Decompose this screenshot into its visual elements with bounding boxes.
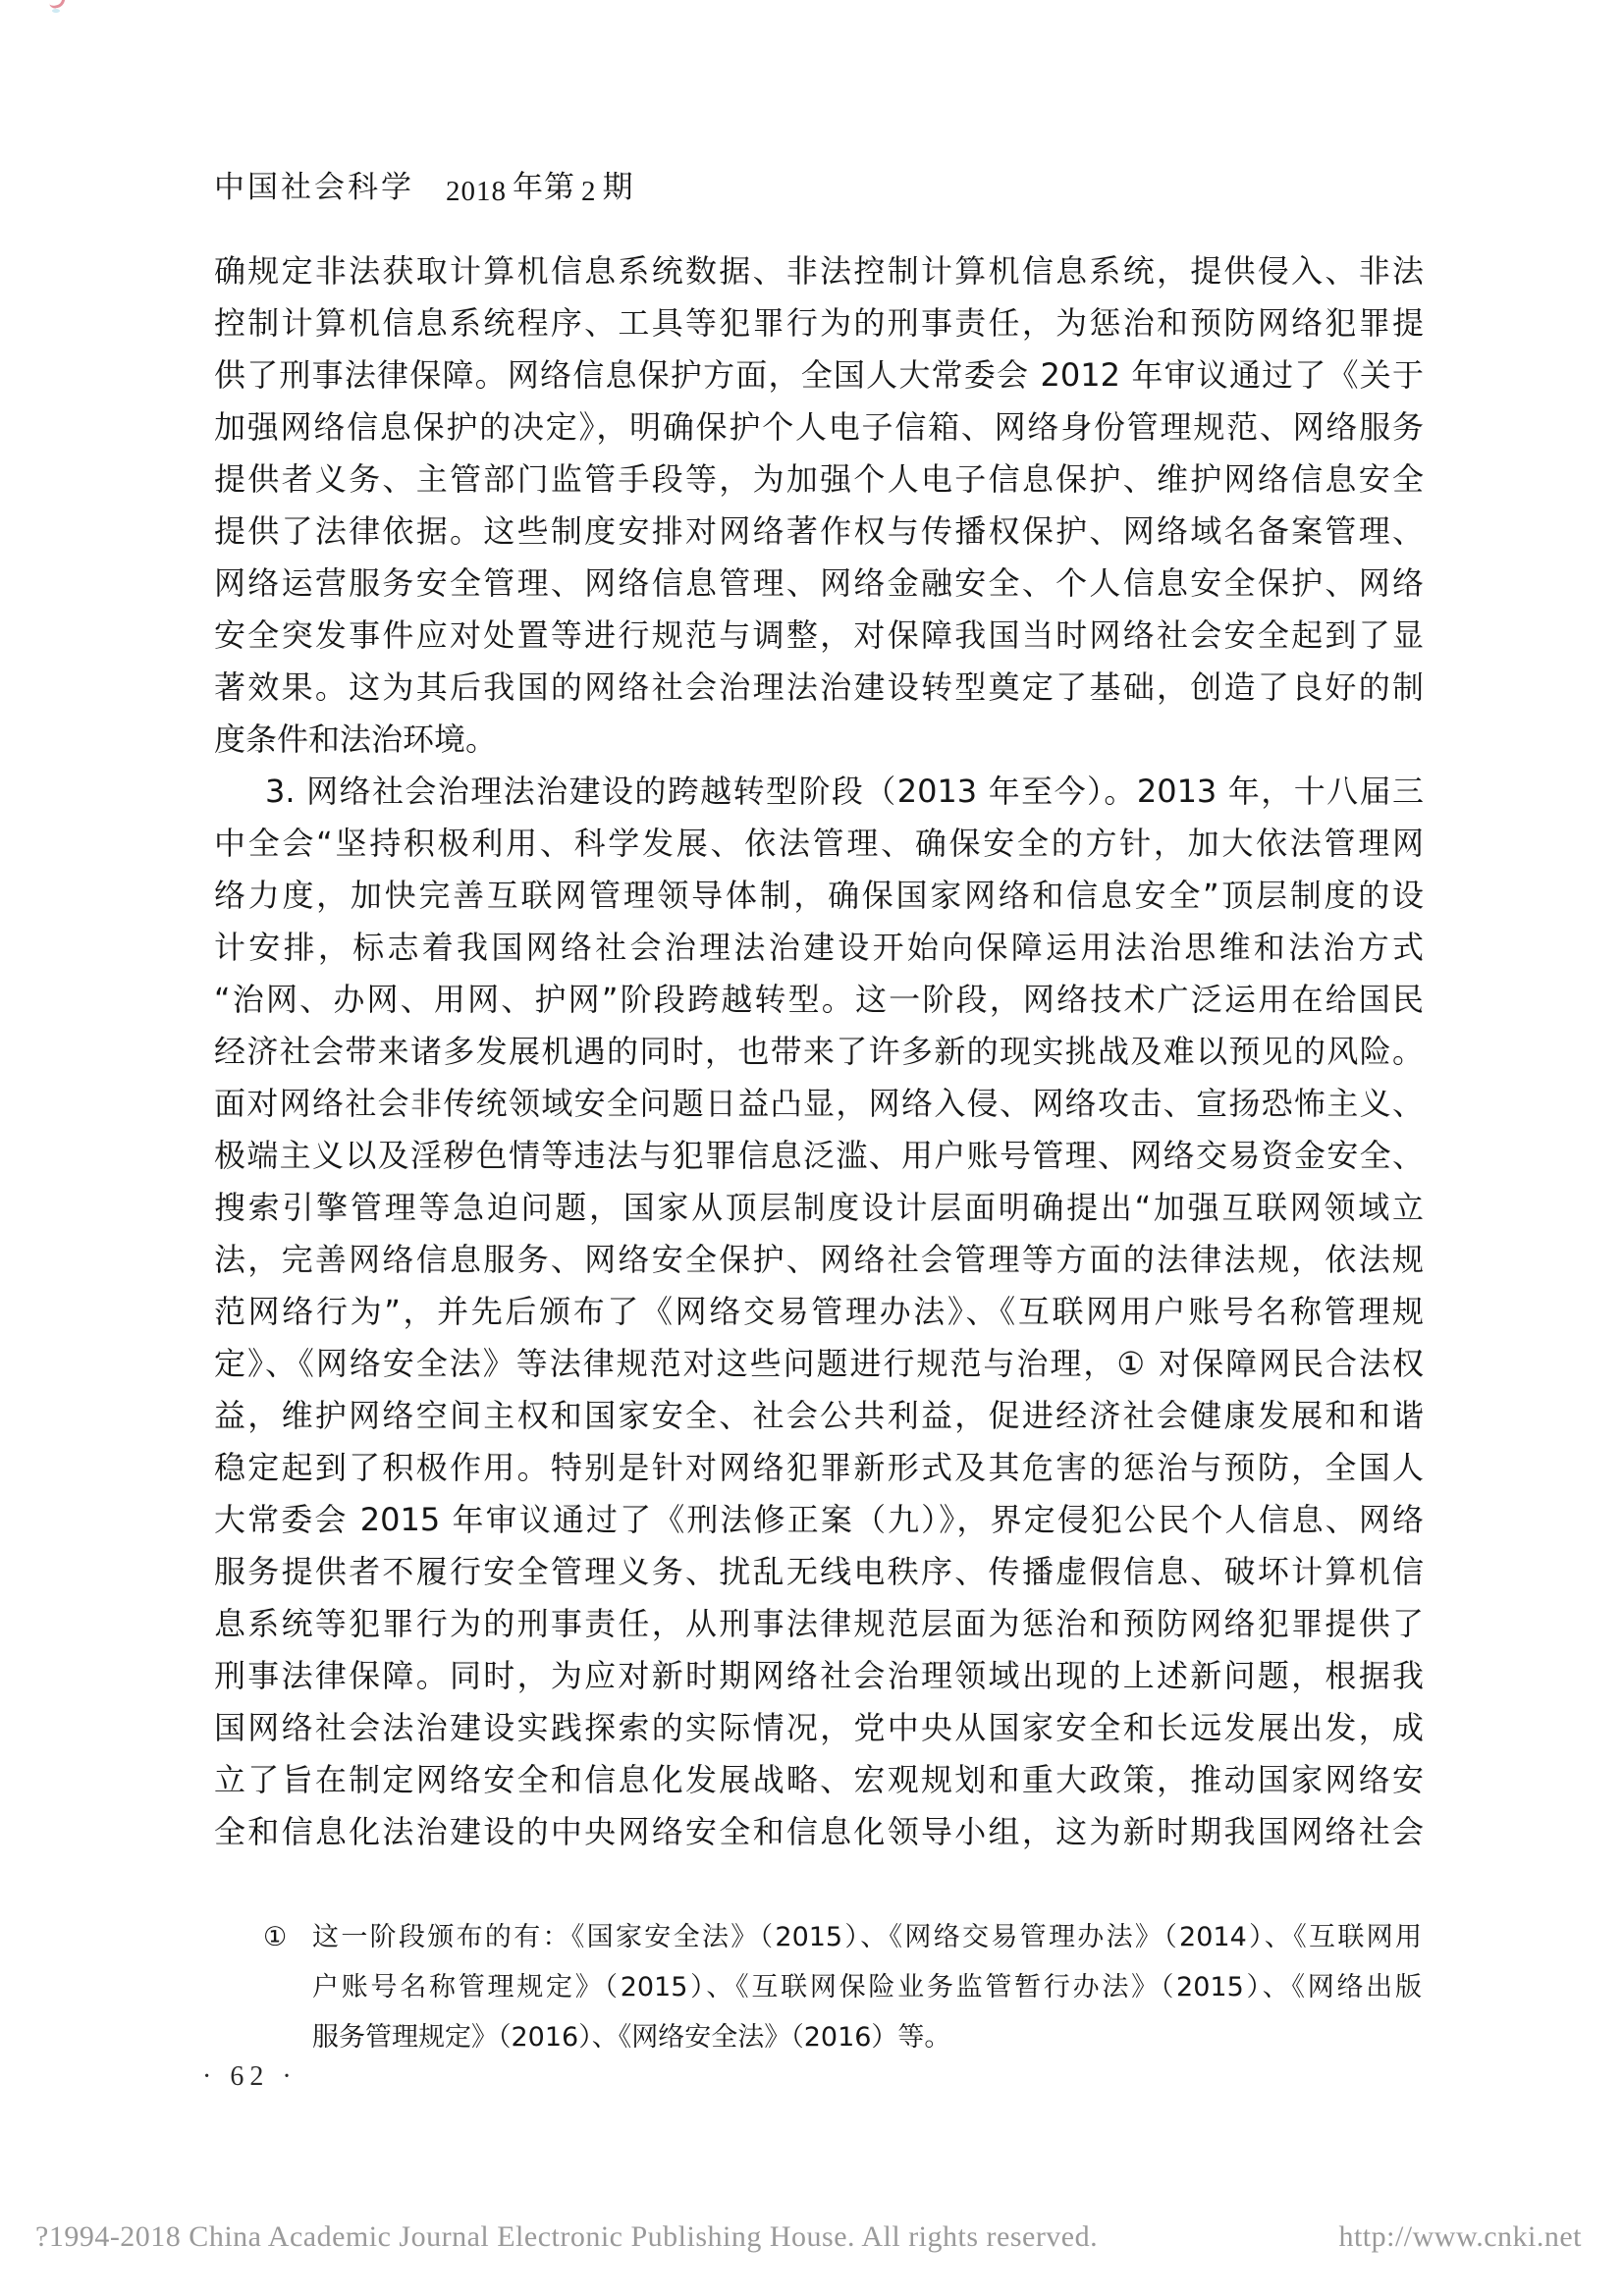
text-line: 国网络社会法治建设实践探索的实际情况，党中央从国家安全和长远发展出发，成 <box>214 1709 1424 1746</box>
issue-number: 2 <box>581 176 597 207</box>
text-line: 户账号名称管理规定》（2015）、《互联网保险业务监管暂行办法》（2015）、《网络出版 <box>312 1972 1422 2002</box>
page-number: · 62 · <box>202 2061 298 2092</box>
issue-sep2: 期 <box>602 170 634 205</box>
text-line: 益，维护网络空间主权和国家安全、社会公共利益，促进经济社会健康发展和和谐 <box>214 1397 1424 1434</box>
text-line: 范网络行为”，并先后颁布了《网络交易管理办法》、《互联网用户账号名称管理规 <box>214 1293 1424 1330</box>
copyright-text: ?1994-2018 China Academic Journal Electronic Publishing House. All rights reserved. <box>35 2220 1099 2253</box>
issue-year: 2018 <box>446 176 507 207</box>
text-line: 刑事法律保障。同时，为应对新时期网络社会治理领域出现的上述新问题，根据我 <box>214 1657 1424 1694</box>
text-line: “治网、办网、用网、护网”阶段跨越转型。这一阶段，网络技术广泛运用在给国民 <box>214 981 1424 1018</box>
text-line: 大常委会 2015 年审议通过了《刑法修正案（九）》，界定侵犯公民个人信息、网络 <box>214 1501 1424 1538</box>
text-line: 提供了法律依据。这些制度安排对网络著作权与传播权保护、网络域名备案管理、 <box>214 512 1424 550</box>
text-line: 著效果。这为其后我国的网络社会治理法治建设转型奠定了基础，创造了良好的制 <box>214 668 1424 706</box>
text-line: 控制计算机信息系统程序、工具等犯罪行为的刑事责任，为惩治和预防网络犯罪提 <box>214 304 1424 342</box>
text-line: 服务提供者不履行安全管理义务、扰乱无线电秩序、传播虚假信息、破坏计算机信 <box>214 1553 1424 1590</box>
issue-sep1: 年第 <box>513 170 575 205</box>
journal-title: 中国社会科学 <box>214 170 414 205</box>
paragraph-1 <box>214 245 1424 766</box>
text-line: 3. 网络社会治理法治建设的跨越转型阶段（2013 年至今）。2013 年，十八届三 <box>265 773 1424 810</box>
text-line: 提供者义务、主管部门监管手段等，为加强个人电子信息保护、维护网络信息安全 <box>214 460 1424 498</box>
text-line: 供了刑事法律保障。网络信息保护方面，全国人大常委会 2012 年审议通过了《关于 <box>214 356 1424 394</box>
text-line: 络力度，加快完善互联网管理领导体制，确保国家网络和信息安全”顶层制度的设 <box>214 877 1424 914</box>
article-body <box>214 245 1424 1858</box>
text-line: 全和信息化法治建设的中央网络安全和信息化领导小组，这为新时期我国网络社会 <box>214 1813 1424 1850</box>
text-line: 网络运营服务安全管理、网络信息管理、网络金融安全、个人信息安全保护、网络 <box>214 564 1424 602</box>
scan-artifact-dot <box>52 9 60 13</box>
journal-issue <box>440 170 634 205</box>
footnote-marker: ① <box>263 1922 288 1952</box>
text-line: 极端主义以及淫秽色情等违法与犯罪信息泛滥、用户账号管理、网络交易资金安全、 <box>214 1137 1424 1174</box>
journal-header <box>214 162 634 206</box>
text-line: 加强网络信息保护的决定》，明确保护个人电子信箱、网络身份管理规范、网络服务 <box>214 408 1424 446</box>
text-line: 确规定非法获取计算机信息系统数据、非法控制计算机信息系统，提供侵入、非法 <box>214 252 1424 290</box>
text-line: 经济社会带来诸多发展机遇的同时，也带来了许多新的现实挑战及难以预见的风险。 <box>214 1033 1424 1070</box>
scan-artifact <box>45 0 69 14</box>
text-line: 中全会“坚持积极利用、科学发展、依法管理、确保安全的方针，加大依法管理网 <box>214 825 1424 862</box>
text-line: 这一阶段颁布的有：《国家安全法》（2015）、《网络交易管理办法》（2014）、《互联网用 <box>312 1922 1422 1952</box>
text-line: 度条件和法治环境。 <box>214 721 498 758</box>
text-line: 计安排，标志着我国网络社会治理法治建设开始向保障运用法治思维和法治方式 <box>214 929 1424 966</box>
footnote <box>263 1912 1427 2062</box>
text-line: 定》、《网络安全法》等法律规范对这些问题进行规范与治理，① 对保障网民合法权 <box>214 1345 1424 1382</box>
footer-url: http://www.cnki.net <box>1338 2220 1582 2253</box>
paragraph-2 <box>214 766 1424 1858</box>
text-line: 立了旨在制定网络安全和信息化发展战略、宏观规划和重大政策，推动国家网络安 <box>214 1761 1424 1798</box>
text-line: 息系统等犯罪行为的刑事责任，从刑事法律规范层面为惩治和预防网络犯罪提供了 <box>214 1605 1424 1642</box>
watermark-footer <box>35 2220 1582 2254</box>
text-line: 面对网络社会非传统领域安全问题日益凸显，网络入侵、网络攻击、宣扬恐怖主义、 <box>214 1085 1424 1122</box>
text-line: 服务管理规定》（2016）、《网络安全法》（2016）等。 <box>312 2022 951 2053</box>
text-line: 安全突发事件应对处置等进行规范与调整，对保障我国当时网络社会安全起到了显 <box>214 616 1424 654</box>
text-line: 搜索引擎管理等急迫问题，国家从顶层制度设计层面明确提出“加强互联网领域立 <box>214 1189 1424 1226</box>
footnote-text <box>312 1912 1422 2062</box>
text-line: 稳定起到了积极作用。特别是针对网络犯罪新形式及其危害的惩治与预防，全国人 <box>214 1449 1424 1486</box>
text-line: 法，完善网络信息服务、网络安全保护、网络社会管理等方面的法律法规，依法规 <box>214 1241 1424 1278</box>
